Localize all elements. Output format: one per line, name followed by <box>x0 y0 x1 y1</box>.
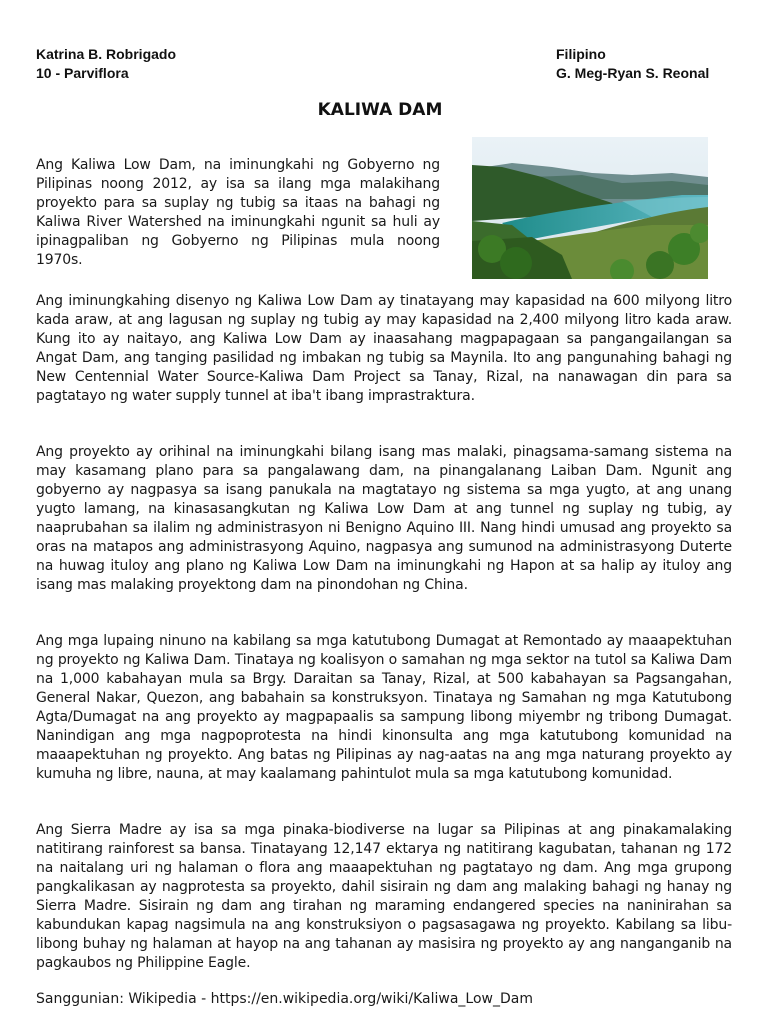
teacher-name: G. Meg-Ryan S. Reonal <box>556 65 710 81</box>
source-citation: Sanggunian: Wikipedia - https://en.wikipedia.org/wiki/Kaliwa_Low_Dam <box>36 991 533 1007</box>
dam-landscape-photo <box>472 137 708 279</box>
student-info <box>36 45 176 83</box>
author-name: Katrina B. Robrigado <box>36 46 177 62</box>
paragraph-1: Ang Kaliwa Low Dam, na iminungkahi ng Gobyerno ng Pilipinas noong 2012, ay isa sa ilang mga malakihang proyekto para sa suplay ng tubig sa itaas na bahagi ng Kaliwa River Watershed na iminungkahi ngunit sa huli ay ipinagpaliban ng Gobyerno ng Pilipinas mula noong 1970s. <box>36 157 440 268</box>
subject-info <box>556 45 709 83</box>
class-section: 10 - Parviflora <box>36 65 129 81</box>
subject-name: Filipino <box>556 46 606 62</box>
paragraph-5: Ang Sierra Madre ay isa sa mga pinaka-biodiverse na lugar sa Pilipinas at ang pinakamalaking natitirang rainforest sa bansa. Tinatayang 12,147 ektarya ng natitirang kagubatan, tahanan ng 172 na naitalang uri ng halaman o flora ang maaapektuhan ng pagtatayo ng dam. Ang mga grupong pangkalikasan ay nagprotesta sa proyekto, dahil sisirain ng dam ang malaking bahagi ng hanay ng Sierra Madre. Sisirain ng dam ang tirahan ng maraming endangered species na naninirahan sa kabundukan kapag nagsimula na ang konstruksiyon o pagsasagawa ng proyekto. Kabilang sa libu-libong buhay ng halaman at hayop na ang tahanan ay masisira ng proyekto ay ang nanganganib na pagkaubos ng Philippine Eagle. <box>36 822 732 971</box>
paragraph-3: Ang proyekto ay orihinal na iminungkahi bilang isang mas malaki, pinagsama-samang sistema na may kasamang plano para sa pangalawang dam, na pinangalanang Laiban Dam. Ngunit ang gobyerno ay nagpasya sa isang panukala na magtatayo ng sistema sa mga yugto, at ang unang yugto lamang, na kinasasangkutan ng Kaliwa Low Dam at ang tunnel ng suplay ng tubig, ay naaprubahan sa ilalim ng administrasyon ni Benigno Aquino III. Nang hindi umusad ang proyekto sa oras na matapos ang administrasyong Aquino, nagpasya ang sumunod na administrasyong Duterte na huwag ituloy ang plano ng Kaliwa Low Dam na iminungkahi ng Hapon at sa halip ay ituloy ang isang mas malaking proyektong dam na pinondohan ng China. <box>36 444 732 593</box>
paragraph-4: Ang mga lupaing ninuno na kabilang sa mga katutubong Dumagat at Remontado ay maaapektuhan ng proyekto ng Kaliwa Dam. Tinataya ng koalisyon o samahan ng mga sektor na tutol sa Kaliwa Dam na 1,000 kabahayan mula sa Brgy. Daraitan sa Tanay, Rizal, at 500 kabahayan sa Pagsangahan, General Nakar, Quezon, ang babahain sa konstruksyon. Tinataya ng Samahan ng mga Katutubong Agta/Dumagat na ang proyekto ay magpapaalis sa sampung libong miyembr ng tribong Dumagat. Nanindigan ang mga nagpoprotesta na hindi kinonsulta ang mga katutubong komunidad na maaapektuhan ng proyekto. Ang batas ng Pilipinas ay nag-aatas na ang mga naturang proyekto ay kumuha ng libre, nauna, at may kaalamang pahintulot mula sa mga katutubong komunidad. <box>36 633 732 782</box>
paragraph-2: Ang iminungkahing disenyo ng Kaliwa Low Dam ay tinatayang may kapasidad na 600 milyong litro kada araw, at ang lagusan ng suplay ng tubig ay may kapasidad na 2,400 milyong litro kada araw. Kung ito ay naitayo, ang Kaliwa Low Dam ay inaasahang magpapagaan sa pangangailangan sa Angat Dam, ang tanging pasilidad ng imbakan ng tubig sa Maynila. Ito ang pangunahing bahagi ng New Centennial Water Source-Kaliwa Dam Project sa Tanay, Rizal, na nanawagan din para sa pagtatayo ng water supply tunnel at iba't ibang imprastraktura. <box>36 293 732 404</box>
document-title: KALIWA DAM <box>317 100 443 120</box>
